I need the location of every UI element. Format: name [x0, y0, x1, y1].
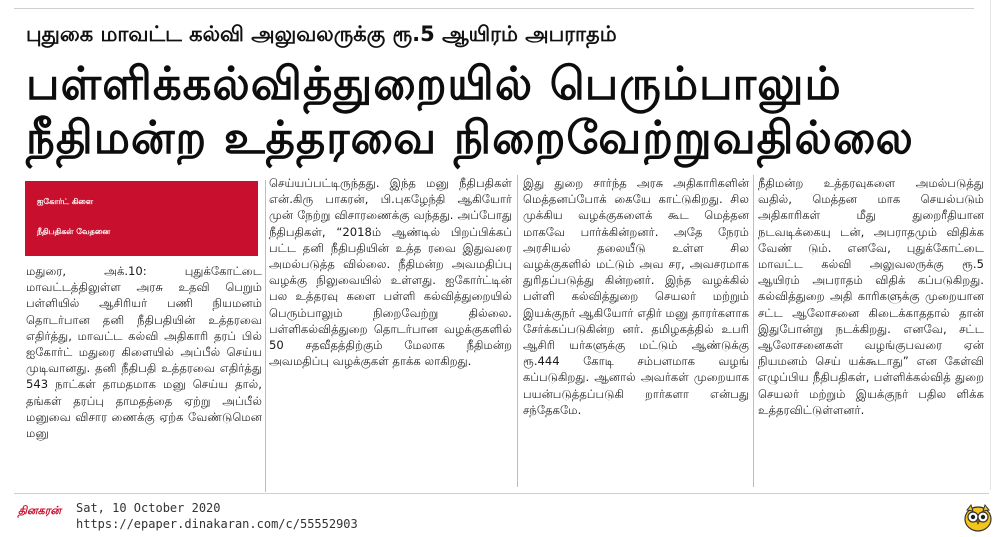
headline-line-1: பள்ளிக்கல்வித்துறையில் பெரும்பாலும்: [26, 57, 842, 110]
footer-info: [76, 500, 358, 532]
column-1-text: மதுரை, அக்.10: புதுக்கோட்டை மாவட்டத்திலுள்ள அரசு உதவி பெறும் பள்ளியில் ஆசிரியர் பணி நியமனம் தொடர்பான தனி நீதிபதியின் உத்தரவை எதிர்த்து, மாவட்ட கல்வி அதிகாரி தரப் பில் ஐகோர்ட் மதுரை கிளையில் அப்பீல் செய்ய முடிவானது. தனி நீதிபதி உத்தரவை எதிர்த்து 543 நாட்கள் தாமதமாக மனு செய்ய தால், தங்கள் தரப்பு தாமதத்தை ஏற்று அப்பீல் மனுவை விசார ணைக்கு ஏற்க வேண்டுமென மனு: [26, 264, 262, 441]
column-divider: [265, 180, 266, 492]
subhead-line-1: ஐகோர்ட் கிளை: [37, 197, 94, 206]
right-margin-rule: [990, 0, 991, 490]
column-divider: [753, 175, 754, 487]
top-rule: [14, 8, 974, 9]
article-column-3: [523, 175, 749, 490]
column-4-text: நீதிமன்ற உத்தரவுகளை அமல்படுத்து வதில், மெத்தன மாக செயல்படும் அதிகாரிகள் மீது துறைரீதியான நடவடிக்கையு டன், அபராதமும் விதிக்க வேண் டும். எனவே, புதுக்கோட்டை மாவட்ட கல்வி அலுவலருக்கு ரூ.5 ஆயிரம் அபராதம் விதிக் கப்படுகிறது. கல்வித்துறை அதி காரிகளுக்கு முறையான சட்ட ஆலோசனை கிடைக்காததால் தான் இதுபோன்று நடக்கிறது. எனவே, சட்ட ஆலோசனைகள் வழங்குபவரை ஏன் நியமனம் செய் யக்கூடாது” என கேள்வி எழுப்பிய நீதிபதிகள், பள்ளிக்கல்வித் துறை செயலர் மற்றும் இயக்குநர் பதில ளிக்க உத்தரவிட்டுள்ளனர்.: [758, 176, 984, 417]
column-2-text: செய்யப்பட்டிருந்தது. இந்த மனு நீதிபதிகள் என்.கிரு பாகரன், பி.புகழேந்தி ஆகியோர் முன் நேற்று விசாரணைக்கு வந்தது. அப்போது நீதிபதிகள், “2018ம் ஆண்டில் பிறப்பிக்கப் பட்ட தனி நீதிபதியின் உத்த ரவை இதுவரை அமல்படுத்த வில்லை. நீதிமன்ற அவமதிப்பு வழக்கு நிலுவையில் உள்ளது. ஐகோர்ட்டின் பல உத்தரவு களை பள்ளி கல்வித்துறையில் பெரும்பாலும் நிறைவேற்று தில்லை. பள்ளிகல்வித்துறை தொடர்பான வழக்குகளில் 50 சதவீதத்திற்கும் மேலாக நீதிமன்ற அவமதிப்பு வழக்குகள் தாக்க லாகிறது.: [269, 176, 512, 369]
headline-line-2: நீதிமன்ற உத்தரவை நிறைவேற்றுவதில்லை: [26, 111, 914, 164]
article-column-1: [26, 263, 262, 487]
article-kicker: புதுகை மாவட்ட கல்வி அலுவலருக்கு ரூ.5 ஆயிரம் அபராதம்: [26, 22, 617, 46]
footer-rule: [14, 493, 989, 494]
subhead-box: [25, 181, 258, 256]
owl-icon[interactable]: [962, 501, 994, 533]
column-3-text: இது துறை சார்ந்த அரசு அதிகாரிகளின் மெத்தனப்போக் கையே காட்டுகிறது. சில முக்கிய வழக்குகளைக் கூட மெத்தன மாகவே பார்க்கின்றனர். அதே நேரம் அரசியல் தலையீடு உள்ள சில வழக்குகளில் மட்டும் அவ சர, அவசரமாக துரிதப்படுத்து கின்றனர். இந்த வழக்கில் பள்ளி கல்வித்துறை செயலர் மற்றும் இயக்குநர் ஆகியோர் எதிர் மனு தாரர்களாக சேர்க்கப்படுகின்ற னர். தமிழகத்தில் உபரி ஆசிரி யர்களுக்கு மட்டும் ஆண்டுக்கு ரூ.444 கோடி சம்பளமாக வழங் கப்படுகிறது. ஆனால் அவர்கள் முறையாக பயன்படுத்தப்படுகி றார்களா என்பது சந்தேகமே.: [523, 176, 749, 417]
footer-date: Sat, 10 October 2020: [76, 501, 221, 515]
column-divider: [517, 175, 518, 487]
dinakaran-logo: தினகரன்: [18, 504, 62, 517]
article-column-4: [758, 175, 984, 490]
article-column-2: [269, 175, 512, 490]
subhead-line-2: நீதிபதிகள் வேதனை: [37, 227, 111, 236]
footer-url[interactable]: https://epaper.dinakaran.com/c/55552903: [76, 517, 358, 531]
